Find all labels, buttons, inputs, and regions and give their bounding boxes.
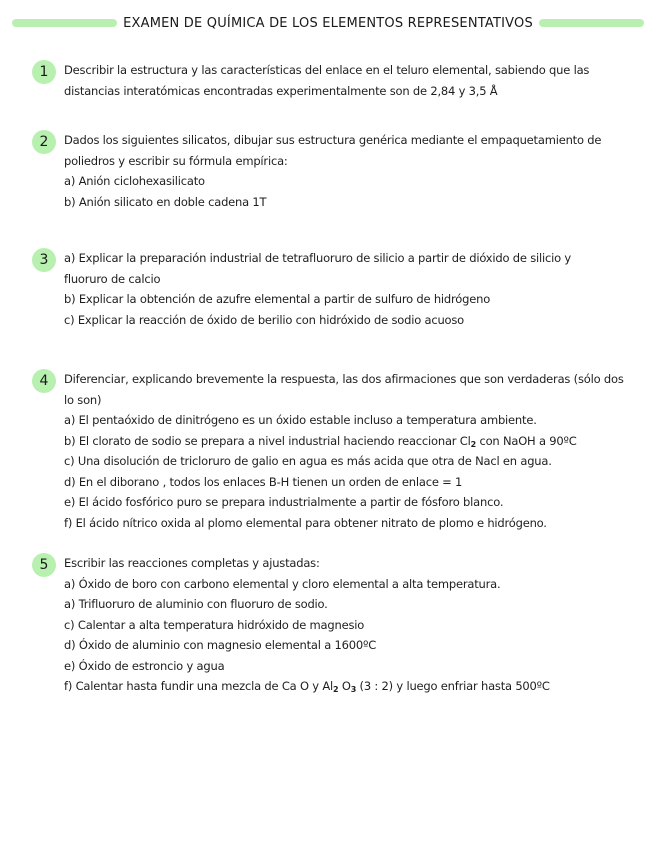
- question-body: [64, 60, 632, 101]
- exam-header: [12, 12, 644, 34]
- question-option-b: b) Anión silicato en doble cadena 1T: [64, 194, 267, 209]
- question-option-a: a) Anión ciclohexasilicato: [64, 174, 205, 188]
- question-number-badge: 3: [32, 248, 56, 272]
- question-option-e: e) El ácido fosfórico puro se prepara industrialmente a partir de fósforo blanco.: [64, 495, 504, 509]
- question-option-d: d) En el diborano , todos los enlaces B-H tienen un orden de enlace = 1: [64, 474, 463, 489]
- question-option-a: a) Óxido de boro con carbono elemental y cloro elemental a alta temperatura.: [64, 576, 501, 591]
- question-option-c: c) Explicar la reacción de óxido de berilio con hidróxido de sodio acuoso: [64, 312, 465, 327]
- question-4: [32, 369, 632, 533]
- question-option-a-second: a) Trifluoruro de aluminio con fluoruro de sodio.: [64, 597, 328, 611]
- aluminium-subscript: 2: [333, 685, 339, 694]
- question-1: [32, 60, 632, 101]
- option-b-text-end: con NaOH a 90ºC: [476, 433, 577, 448]
- option-b-text: b) El clorato de sodio se prepara a nivel industrial haciendo reaccionar Cl: [64, 433, 471, 448]
- question-body: [64, 369, 632, 533]
- question-option-d: d) Óxido de aluminio con magnesio elemental a 1600ºC: [64, 638, 377, 652]
- question-text-line: fluoruro de calcio: [64, 271, 161, 286]
- question-option-f: f) El ácido nítrico oxida al plomo elemental para obtener nitrato de plomo e hidrógeno.: [64, 515, 547, 530]
- exam-title: EXAMEN DE QUÍMICA DE LOS ELEMENTOS REPRESENTATIVOS: [123, 15, 533, 31]
- question-text-line: distancias interatómicas encontradas experimentalmente son de 2,84 y 3,5 Å: [64, 83, 498, 98]
- question-body: [64, 248, 632, 330]
- option-f-text-end: (3 : 2) y luego enfriar hasta 500ºC: [356, 679, 550, 693]
- question-option-c: c) Calentar a alta temperatura hidróxido de magnesio: [64, 617, 365, 632]
- question-option-a: a) Explicar la preparación industrial de tetrafluoruro de silicio a partir de dióxido de silicio y: [64, 251, 572, 265]
- question-5: [32, 553, 632, 697]
- question-option-f: [64, 676, 632, 697]
- oxygen-subscript: 3: [350, 685, 357, 694]
- question-option-a: a) El pentaóxido de dinitrógeno es un óxido estable incluso a temperatura ambiente.: [64, 413, 537, 427]
- header-right-bar: [539, 19, 644, 27]
- question-text-line: Escribir las reacciones completas y ajustadas:: [64, 556, 320, 570]
- question-text-line: poliedros y escribir su fórmula empírica:: [64, 153, 288, 168]
- header-left-bar: [12, 19, 117, 27]
- question-option-c: c) Una disolución de tricloruro de galio en agua es más acida que otra de Nacl en agua.: [64, 454, 552, 468]
- question-text-line: Dados los siguientes silicatos, dibujar sus estructura genérica mediante el empaquetamiento de: [64, 133, 602, 147]
- question-3: [32, 248, 632, 330]
- chlorine-subscript: 2: [470, 439, 476, 449]
- option-f-text: f) Calentar hasta fundir una mezcla de Ca O y Al: [64, 679, 334, 693]
- question-body: [64, 553, 632, 697]
- question-number-badge: 5: [32, 553, 56, 577]
- question-option-b: b) Explicar la obtención de azufre elemental a partir de sulfuro de hidrógeno: [64, 292, 491, 306]
- question-number-badge: 4: [32, 369, 56, 393]
- question-number-badge: 1: [32, 60, 56, 84]
- question-body: [64, 130, 632, 212]
- question-option-e: e) Óxido de estroncio y agua: [64, 658, 225, 673]
- oxygen-text: O: [338, 679, 351, 693]
- question-text-line: lo son): [64, 392, 102, 407]
- question-text-line: Describir la estructura y las características del enlace en el teluro elemental, sabiendo que las: [64, 63, 590, 77]
- question-2: [32, 130, 632, 212]
- question-text-line: Diferenciar, explicando brevemente la respuesta, las dos afirmaciones que son verdaderas (sólo dos: [64, 372, 624, 386]
- question-option-b: [64, 431, 632, 452]
- question-number-badge: 2: [32, 130, 56, 154]
